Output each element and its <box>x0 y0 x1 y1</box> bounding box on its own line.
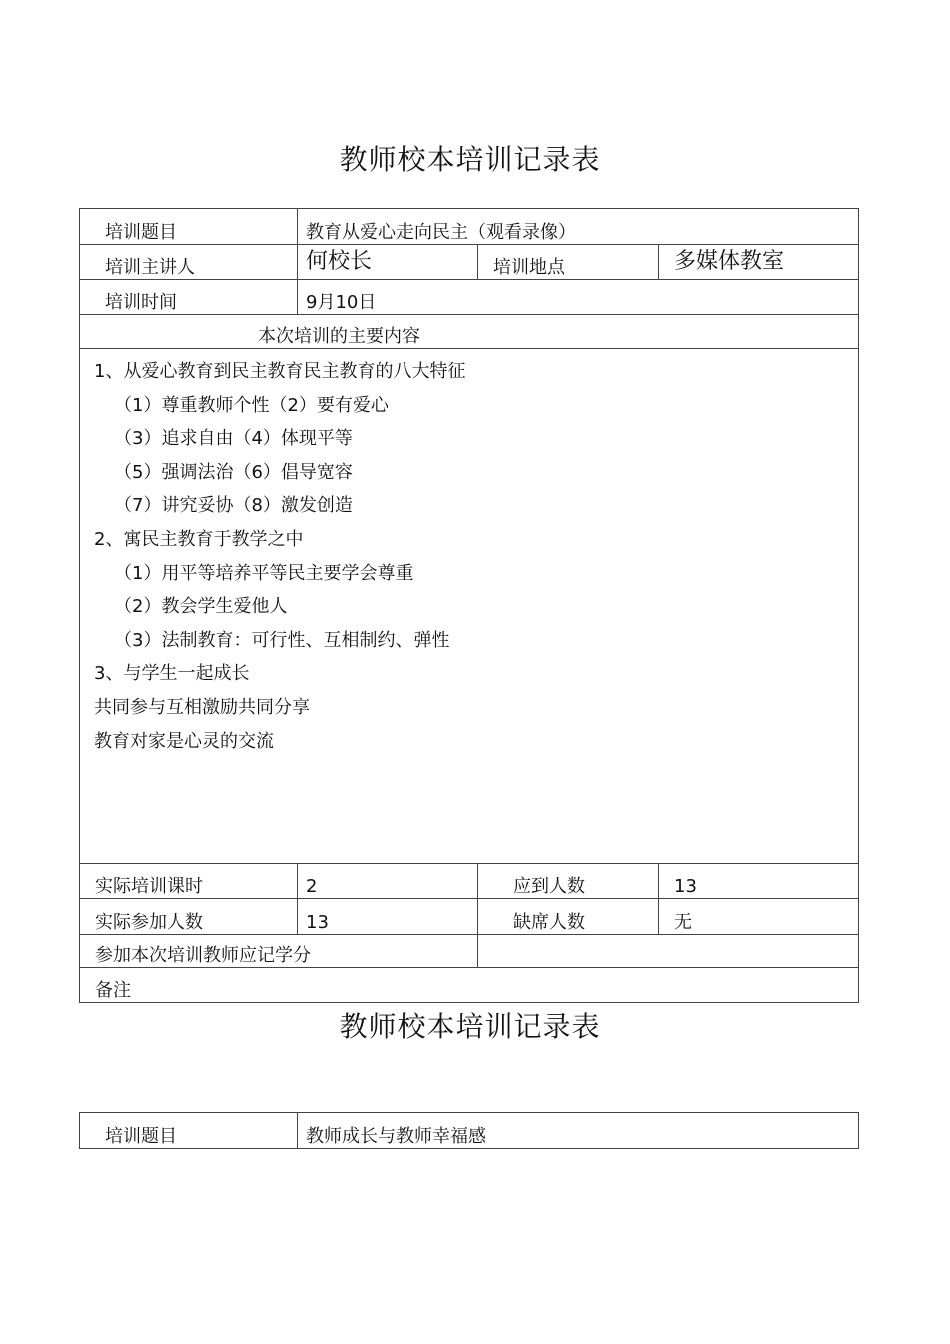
attended-value: 13 <box>306 912 329 933</box>
training-record-table-1 <box>79 208 859 1003</box>
topic-value-2: 教师成长与教师幸福感 <box>306 1126 486 1147</box>
expected-value: 13 <box>674 876 697 897</box>
credit-label: 参加本次培训教师应记学分 <box>95 945 311 966</box>
content-line: （1）尊重教师个性（2）要有爱心 <box>114 394 389 416</box>
absent-label: 缺席人数 <box>513 912 585 933</box>
attended-value-cell[interactable] <box>297 899 477 934</box>
topic-label-cell <box>80 209 297 244</box>
training-record-table-2 <box>79 1112 859 1149</box>
speaker-label-cell <box>80 245 297 279</box>
expected-label: 应到人数 <box>513 876 585 897</box>
hours-label: 实际培训课时 <box>95 876 203 897</box>
speaker-label: 培训主讲人 <box>105 257 195 278</box>
hours-label-cell <box>80 864 297 898</box>
topic-label: 培训题目 <box>105 222 177 243</box>
content-line: 共同参与互相激励共同分享 <box>94 696 310 718</box>
attended-label: 实际参加人数 <box>95 912 203 933</box>
row-topic-2 <box>80 1113 858 1148</box>
credit-value-cell[interactable] <box>477 935 858 967</box>
content-line: （3）法制教育：可行性、互相制约、弹性 <box>114 629 450 651</box>
form1-title: 教师校本培训记录表 <box>339 143 601 176</box>
absent-value-cell[interactable] <box>658 899 858 934</box>
time-value-cell[interactable] <box>297 280 858 314</box>
time-label: 培训时间 <box>105 292 177 313</box>
row-speaker-location <box>80 245 858 280</box>
topic-value-cell-2[interactable] <box>297 1113 858 1148</box>
hours-value-cell[interactable] <box>297 864 477 898</box>
time-value: 9月10日 <box>306 292 377 313</box>
row-attended-absent <box>80 899 858 935</box>
content-list <box>94 355 465 758</box>
time-label-cell <box>80 280 297 314</box>
expected-value-cell[interactable] <box>658 864 858 898</box>
content-line: （1）用平等培养平等民主要学会尊重 <box>114 562 414 584</box>
content-line: 教育对家是心灵的交流 <box>94 730 274 752</box>
row-remarks[interactable] <box>80 968 858 1002</box>
content-line: （3）追求自由（4）体现平等 <box>114 428 353 450</box>
location-value-cell[interactable] <box>658 245 858 279</box>
row-content-body[interactable] <box>80 349 858 864</box>
row-content-header <box>80 315 858 349</box>
content-line: （5）强调法治（6）倡导宽容 <box>114 461 353 483</box>
speaker-value: 何校长 <box>306 249 373 274</box>
row-time <box>80 280 858 315</box>
content-line: （2）教会学生爱他人 <box>114 596 288 618</box>
topic-value: 教育从爱心走向民主（观看录像） <box>306 222 576 243</box>
absent-label-cell <box>477 899 658 934</box>
location-label: 培训地点 <box>493 257 565 278</box>
content-header: 本次培训的主要内容 <box>258 326 420 347</box>
content-line: 1、从爱心教育到民主教育民主教育的八大特征 <box>94 361 466 382</box>
form2-title: 教师校本培训记录表 <box>339 1010 601 1043</box>
attended-label-cell <box>80 899 297 934</box>
content-line: 3、与学生一起成长 <box>94 663 250 685</box>
remarks-label: 备注 <box>95 980 131 1001</box>
hours-value: 2 <box>306 876 318 897</box>
location-value: 多媒体教室 <box>674 249 785 274</box>
speaker-value-cell[interactable] <box>297 245 477 279</box>
content-line: （7）讲究妥协（8）激发创造 <box>114 495 353 517</box>
row-topic <box>80 209 858 245</box>
row-hours-expected <box>80 864 858 899</box>
expected-label-cell <box>477 864 658 898</box>
topic-label-2: 培训题目 <box>105 1126 177 1147</box>
topic-label-cell-2 <box>80 1113 297 1148</box>
absent-value: 无 <box>674 912 692 933</box>
content-line: 2、寓民主教育于教学之中 <box>94 528 304 550</box>
location-label-cell <box>477 245 658 279</box>
credit-label-cell <box>80 935 477 967</box>
row-credit <box>80 935 858 968</box>
topic-value-cell[interactable] <box>297 209 858 244</box>
